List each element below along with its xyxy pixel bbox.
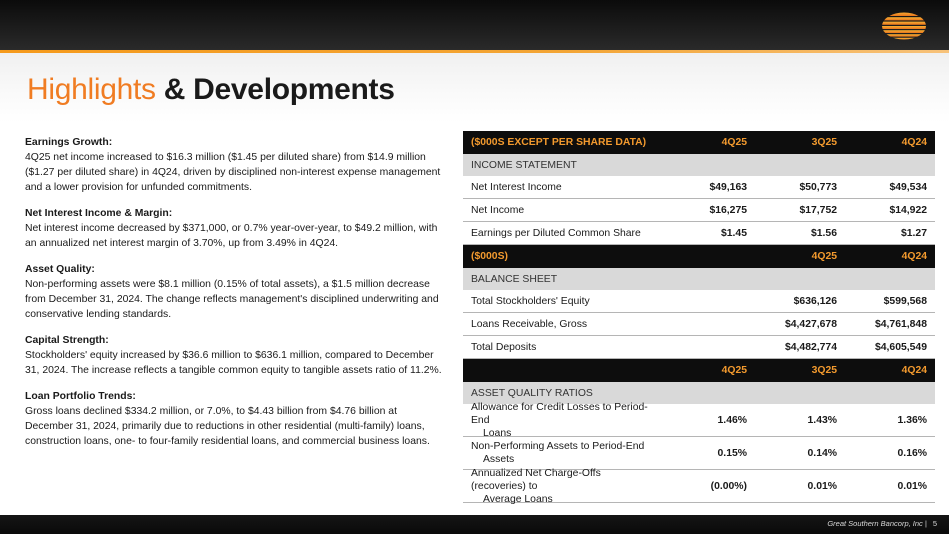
highlight-section bbox=[25, 389, 445, 449]
title-accent: Highlights bbox=[27, 73, 156, 106]
row-value: $636,126 bbox=[793, 295, 837, 307]
row-value: $1.45 bbox=[720, 227, 747, 239]
row-label: Total Deposits bbox=[471, 341, 537, 353]
header-cell: 3Q25 bbox=[811, 137, 837, 148]
section-band-label: BALANCE SHEET bbox=[471, 273, 558, 285]
footer-bar bbox=[0, 515, 949, 534]
header-cell: ($000S EXCEPT PER SHARE DATA) bbox=[471, 137, 647, 148]
highlights-list bbox=[25, 135, 445, 460]
row-label: Earnings per Diluted Common Share bbox=[471, 227, 641, 239]
table-row bbox=[463, 290, 935, 313]
footer bbox=[827, 519, 937, 528]
page-number: 5 bbox=[932, 519, 937, 528]
row-value: $4,761,848 bbox=[874, 318, 927, 330]
table-row bbox=[463, 313, 935, 336]
row-label: Net Income bbox=[471, 204, 525, 216]
row-value: 1.46% bbox=[717, 414, 747, 426]
section-band-label: INCOME STATEMENT bbox=[471, 159, 577, 171]
table-row bbox=[463, 222, 935, 245]
row-value: (0.00%) bbox=[710, 480, 747, 492]
header-cell: ($000S) bbox=[471, 251, 508, 262]
section-heading: Capital Strength: bbox=[25, 335, 109, 346]
row-value: 0.15% bbox=[717, 447, 747, 459]
page-title bbox=[27, 73, 395, 107]
company-logo-icon bbox=[881, 12, 927, 40]
row-value: $1.56 bbox=[810, 227, 837, 239]
highlight-section bbox=[25, 262, 445, 322]
row-label-line: Annualized Net Charge-Offs (recoveries) to bbox=[471, 467, 601, 492]
row-value: $14,922 bbox=[889, 204, 927, 216]
row-label: Loans Receivable, Gross bbox=[471, 318, 588, 330]
section-band bbox=[463, 154, 935, 176]
highlight-section bbox=[25, 135, 445, 195]
row-label-line: Average Loans bbox=[483, 493, 553, 505]
row-label: Net Interest Income bbox=[471, 181, 562, 193]
row-label bbox=[463, 401, 665, 440]
table-row bbox=[463, 437, 935, 470]
header-cell: 4Q25 bbox=[721, 137, 747, 148]
row-value: $4,605,549 bbox=[874, 341, 927, 353]
section-body: Stockholders' equity increased by $36.6 million to $636.1 million, compared to December 31, 2024. The increase reflects a tangible common equity to tangible assets ratio of 11.2%. bbox=[25, 350, 442, 376]
table-row bbox=[463, 467, 935, 505]
row-label-line: Non-Performing Assets to Period-End bbox=[471, 441, 645, 452]
table-row bbox=[463, 199, 935, 222]
table-row bbox=[463, 176, 935, 199]
row-value: $50,773 bbox=[799, 181, 837, 193]
row-value: 0.14% bbox=[807, 447, 837, 459]
table-row bbox=[463, 336, 935, 359]
footer-company: Great Southern Bancorp, Inc | bbox=[827, 519, 927, 528]
row-value: 1.43% bbox=[807, 414, 837, 426]
row-value: $49,163 bbox=[709, 181, 747, 193]
row-value: $4,427,678 bbox=[784, 318, 837, 330]
section-body: 4Q25 net income increased to $16.3 million ($1.45 per diluted share) from $14.9 million ($1.27 per diluted share) in 4Q24, driven by disciplined non-interest expense management and a lower provision for unfunded commitments. bbox=[25, 152, 441, 193]
row-label bbox=[463, 440, 665, 466]
section-body: Non-performing assets were $8.1 million (0.15% of total assets), a $1.5 million decrease from December 31, 2024. The change reflects management's disciplined underwriting and conservative lending standards. bbox=[25, 279, 439, 320]
top-header-bar bbox=[0, 0, 949, 50]
section-band-label: ASSET QUALITY RATIOS bbox=[471, 387, 593, 399]
row-value: 1.36% bbox=[897, 414, 927, 426]
section-body: Net interest income decreased by $371,000, or 0.7% year-over-year, to $49.2 million, with an annualized net interest margin of 3.70%, up from 3.49% in 4Q24. bbox=[25, 223, 438, 249]
header-cell: 4Q24 bbox=[901, 251, 927, 262]
row-label bbox=[463, 467, 665, 506]
header-cell: 4Q25 bbox=[721, 365, 747, 376]
balance-header-row bbox=[463, 245, 935, 268]
row-value: $4,482,774 bbox=[784, 341, 837, 353]
section-band bbox=[463, 268, 935, 290]
row-value: $599,568 bbox=[883, 295, 927, 307]
row-label-line: Loans bbox=[483, 427, 512, 439]
row-value: 0.01% bbox=[807, 480, 837, 492]
row-label: Total Stockholders' Equity bbox=[471, 295, 590, 307]
row-value: $16,275 bbox=[709, 204, 747, 216]
section-heading: Loan Portfolio Trends: bbox=[25, 391, 136, 402]
section-heading: Asset Quality: bbox=[25, 264, 95, 275]
section-heading: Earnings Growth: bbox=[25, 137, 113, 148]
header-cell: 3Q25 bbox=[811, 365, 837, 376]
quality-header-row bbox=[463, 359, 935, 382]
row-label-line: Assets bbox=[483, 454, 515, 465]
row-value: $1.27 bbox=[900, 227, 927, 239]
row-value: $49,534 bbox=[889, 181, 927, 193]
highlight-section bbox=[25, 206, 445, 251]
row-value: 0.01% bbox=[897, 480, 927, 492]
financial-table bbox=[463, 131, 935, 503]
header-cell: 4Q25 bbox=[811, 251, 837, 262]
section-heading: Net Interest Income & Margin: bbox=[25, 208, 173, 219]
income-header-row bbox=[463, 131, 935, 154]
row-label-line: Allowance for Credit Losses to Period-End bbox=[471, 401, 648, 426]
table-row bbox=[463, 401, 935, 439]
row-value: $17,752 bbox=[799, 204, 837, 216]
section-body: Gross loans declined $334.2 million, or 7.0%, to $4.43 billion from $4.76 billion at December 31, 2024, primarily due to reductions in other residential (multi-family) loans, construction loans, one- to four-family residential loans, and commercial business loans. bbox=[25, 406, 430, 447]
highlight-section bbox=[25, 333, 445, 378]
header-cell: 4Q24 bbox=[901, 137, 927, 148]
title-main: & Developments bbox=[155, 73, 395, 106]
header-cell: 4Q24 bbox=[901, 365, 927, 376]
row-value: 0.16% bbox=[897, 447, 927, 459]
